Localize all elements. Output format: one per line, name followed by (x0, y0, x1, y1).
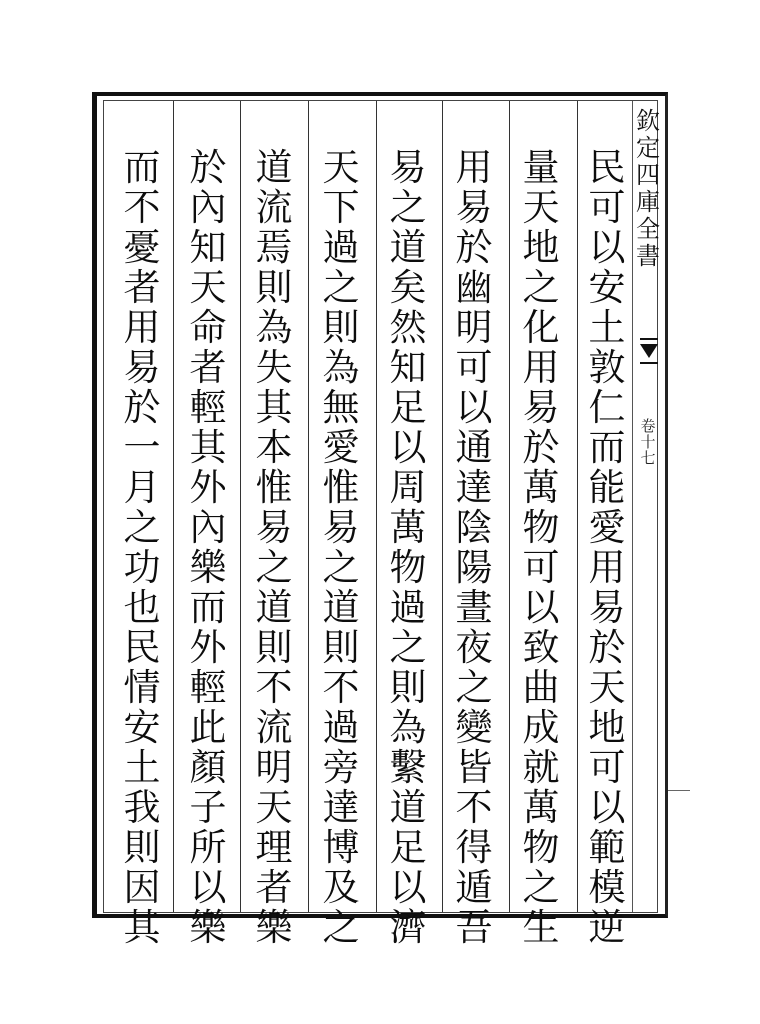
text-column-1 (579, 146, 635, 949)
text-character: 民 (123, 626, 161, 669)
text-character: 而 (123, 146, 161, 189)
text-character: 本 (255, 426, 293, 469)
text-character: 不 (255, 666, 293, 709)
text-character: 不 (455, 786, 493, 829)
text-character: 惟 (322, 466, 360, 509)
text-character: 繫 (389, 746, 427, 789)
text-character: 萬 (389, 506, 427, 549)
text-character: 之 (255, 546, 293, 589)
column-rule (577, 101, 578, 912)
text-character: 遁 (455, 866, 493, 909)
text-character: 可 (588, 746, 626, 789)
text-character: 卷 (640, 417, 656, 435)
text-character: 地 (588, 706, 626, 749)
text-character: 四 (636, 161, 660, 189)
text-character: 於 (455, 226, 493, 269)
column-rule (240, 101, 241, 912)
text-character: 通 (455, 426, 493, 469)
text-character: 則 (123, 826, 161, 869)
text-character: 欽 (636, 107, 660, 135)
text-character: 皆 (455, 746, 493, 789)
text-character: 樂 (255, 906, 293, 949)
text-character: 外 (189, 466, 227, 509)
text-character: 變 (455, 706, 493, 749)
margin-folio (637, 418, 659, 466)
text-character: 生 (522, 906, 560, 949)
text-character: 流 (255, 186, 293, 229)
text-character: 內 (189, 186, 227, 229)
text-character: 之 (322, 266, 360, 309)
text-character: 吾 (455, 906, 493, 949)
text-character: 道 (322, 586, 360, 629)
text-character: 達 (455, 466, 493, 509)
text-character: 失 (255, 346, 293, 389)
text-character: 知 (189, 226, 227, 269)
text-character: 以 (588, 226, 626, 269)
text-character: 明 (455, 306, 493, 349)
text-character: 敦 (588, 346, 626, 389)
text-character: 達 (322, 786, 360, 829)
text-character: 過 (322, 226, 360, 269)
text-character: 所 (189, 826, 227, 869)
text-character: 易 (455, 186, 493, 229)
text-character: 則 (322, 306, 360, 349)
text-character: 物 (389, 546, 427, 589)
text-character: 博 (322, 826, 360, 869)
text-character: 天 (189, 266, 227, 309)
text-character: 顏 (189, 746, 227, 789)
text-character: 愛 (322, 426, 360, 469)
text-character: 樂 (189, 546, 227, 589)
text-character: 書 (636, 242, 660, 270)
text-character: 易 (588, 586, 626, 629)
text-character: 於 (588, 626, 626, 669)
text-character: 民 (588, 146, 626, 189)
text-character: 庫 (636, 188, 660, 216)
text-character: 旁 (322, 746, 360, 789)
text-character: 之 (123, 506, 161, 549)
text-character: 易 (522, 386, 560, 429)
text-character: 道 (255, 146, 293, 189)
text-character: 樂 (189, 906, 227, 949)
text-character: 天 (255, 786, 293, 829)
text-character: 也 (123, 586, 161, 629)
text-character: 土 (123, 746, 161, 789)
margin-title (636, 108, 660, 270)
text-character: 天 (522, 186, 560, 229)
text-character: 矣 (389, 266, 427, 309)
text-character: 者 (189, 346, 227, 389)
text-character: 物 (522, 826, 560, 869)
column-rule (509, 101, 510, 912)
text-character: 而 (588, 426, 626, 469)
text-character: 可 (455, 346, 493, 389)
fish-tail-mark (640, 338, 658, 364)
text-character: 之 (522, 266, 560, 309)
text-character: 於 (123, 386, 161, 429)
text-character: 以 (588, 786, 626, 829)
text-character: 於 (522, 426, 560, 469)
text-character: 為 (389, 706, 427, 749)
text-character: 而 (189, 586, 227, 629)
column-rule (442, 101, 443, 912)
text-character: 愛 (588, 506, 626, 549)
text-character: 其 (123, 906, 161, 949)
text-character: 我 (123, 786, 161, 829)
text-character: 以 (522, 586, 560, 629)
text-character: 致 (522, 626, 560, 669)
text-character: 易 (322, 506, 360, 549)
text-character: 過 (389, 586, 427, 629)
text-character: 濟 (389, 906, 427, 949)
text-character: 命 (189, 306, 227, 349)
text-character: 晝 (455, 586, 493, 629)
text-character: 月 (123, 466, 161, 509)
text-character: 之 (455, 666, 493, 709)
text-character: 流 (255, 706, 293, 749)
text-character: 易 (389, 146, 427, 189)
text-character: 逆 (588, 906, 626, 949)
text-character: 以 (389, 426, 427, 469)
text-character: 安 (588, 266, 626, 309)
text-character: 之 (322, 906, 360, 949)
column-rule (173, 101, 174, 912)
text-character: 者 (255, 866, 293, 909)
text-character: 之 (322, 546, 360, 589)
text-character: 者 (123, 266, 161, 309)
text-column-7 (180, 146, 236, 949)
text-character: 不 (322, 666, 360, 709)
text-character: 全 (636, 215, 660, 243)
text-character: 物 (522, 506, 560, 549)
text-character: 道 (255, 586, 293, 629)
text-column-8 (114, 146, 170, 949)
text-character: 無 (322, 386, 360, 429)
text-character: 足 (389, 386, 427, 429)
text-character: 然 (389, 306, 427, 349)
text-character: 則 (255, 266, 293, 309)
text-character: 七 (640, 449, 656, 467)
text-character: 足 (389, 826, 427, 869)
text-character: 得 (455, 826, 493, 869)
text-character: 仁 (588, 386, 626, 429)
text-character: 用 (455, 146, 493, 189)
text-character: 夜 (455, 626, 493, 669)
text-character: 萬 (522, 786, 560, 829)
text-character: 因 (123, 866, 161, 909)
text-character: 易 (255, 506, 293, 549)
text-character: 以 (189, 866, 227, 909)
text-character: 道 (389, 226, 427, 269)
text-character: 可 (522, 546, 560, 589)
text-character: 可 (588, 186, 626, 229)
text-character: 則 (255, 626, 293, 669)
text-character: 之 (522, 866, 560, 909)
text-character: 易 (123, 346, 161, 389)
text-character: 內 (189, 506, 227, 549)
text-character: 安 (123, 706, 161, 749)
text-character: 幽 (455, 266, 493, 309)
text-character: 萬 (522, 466, 560, 509)
text-character: 成 (522, 706, 560, 749)
text-character: 就 (522, 746, 560, 789)
column-rule (376, 101, 377, 912)
text-column-3 (446, 146, 502, 949)
text-character: 之 (389, 186, 427, 229)
text-character: 此 (189, 706, 227, 749)
text-character: 知 (389, 346, 427, 389)
text-character: 陰 (455, 506, 493, 549)
text-character: 用 (522, 346, 560, 389)
text-character: 能 (588, 466, 626, 509)
margin-tick (668, 790, 690, 791)
text-column-4 (380, 146, 436, 949)
text-character: 惟 (255, 466, 293, 509)
column-rule (308, 101, 309, 912)
text-character: 情 (123, 666, 161, 709)
text-character: 以 (455, 386, 493, 429)
text-character: 不 (123, 186, 161, 229)
text-character: 一 (123, 426, 161, 469)
text-character: 憂 (123, 226, 161, 269)
text-character: 化 (522, 306, 560, 349)
text-character: 其 (189, 426, 227, 469)
text-character: 陽 (455, 546, 493, 589)
text-character: 定 (636, 134, 660, 162)
text-character: 地 (522, 226, 560, 269)
text-character: 十 (640, 433, 656, 451)
text-character: 範 (588, 826, 626, 869)
text-character: 理 (255, 826, 293, 869)
text-character: 用 (588, 546, 626, 589)
text-character: 天 (322, 146, 360, 189)
text-character: 焉 (255, 226, 293, 269)
text-character: 曲 (522, 666, 560, 709)
text-character: 明 (255, 746, 293, 789)
text-character: 為 (255, 306, 293, 349)
text-character: 量 (522, 146, 560, 189)
text-character: 天 (588, 666, 626, 709)
text-character: 道 (389, 786, 427, 829)
text-character: 則 (389, 666, 427, 709)
text-character: 用 (123, 306, 161, 349)
text-character: 周 (389, 466, 427, 509)
text-character: 外 (189, 626, 227, 669)
text-character: 功 (123, 546, 161, 589)
text-character: 過 (322, 706, 360, 749)
text-character: 子 (189, 786, 227, 829)
text-character: 模 (588, 866, 626, 909)
text-character: 以 (389, 866, 427, 909)
text-character: 土 (588, 306, 626, 349)
text-column-2 (513, 146, 569, 949)
text-character: 之 (389, 626, 427, 669)
text-character: 輕 (189, 386, 227, 429)
text-character: 則 (322, 626, 360, 669)
text-column-5 (313, 146, 369, 949)
text-column-6 (246, 146, 302, 949)
text-character: 為 (322, 346, 360, 389)
text-character: 輕 (189, 666, 227, 709)
text-character: 於 (189, 146, 227, 189)
text-character: 及 (322, 866, 360, 909)
text-character: 下 (322, 186, 360, 229)
text-character: 其 (255, 386, 293, 429)
